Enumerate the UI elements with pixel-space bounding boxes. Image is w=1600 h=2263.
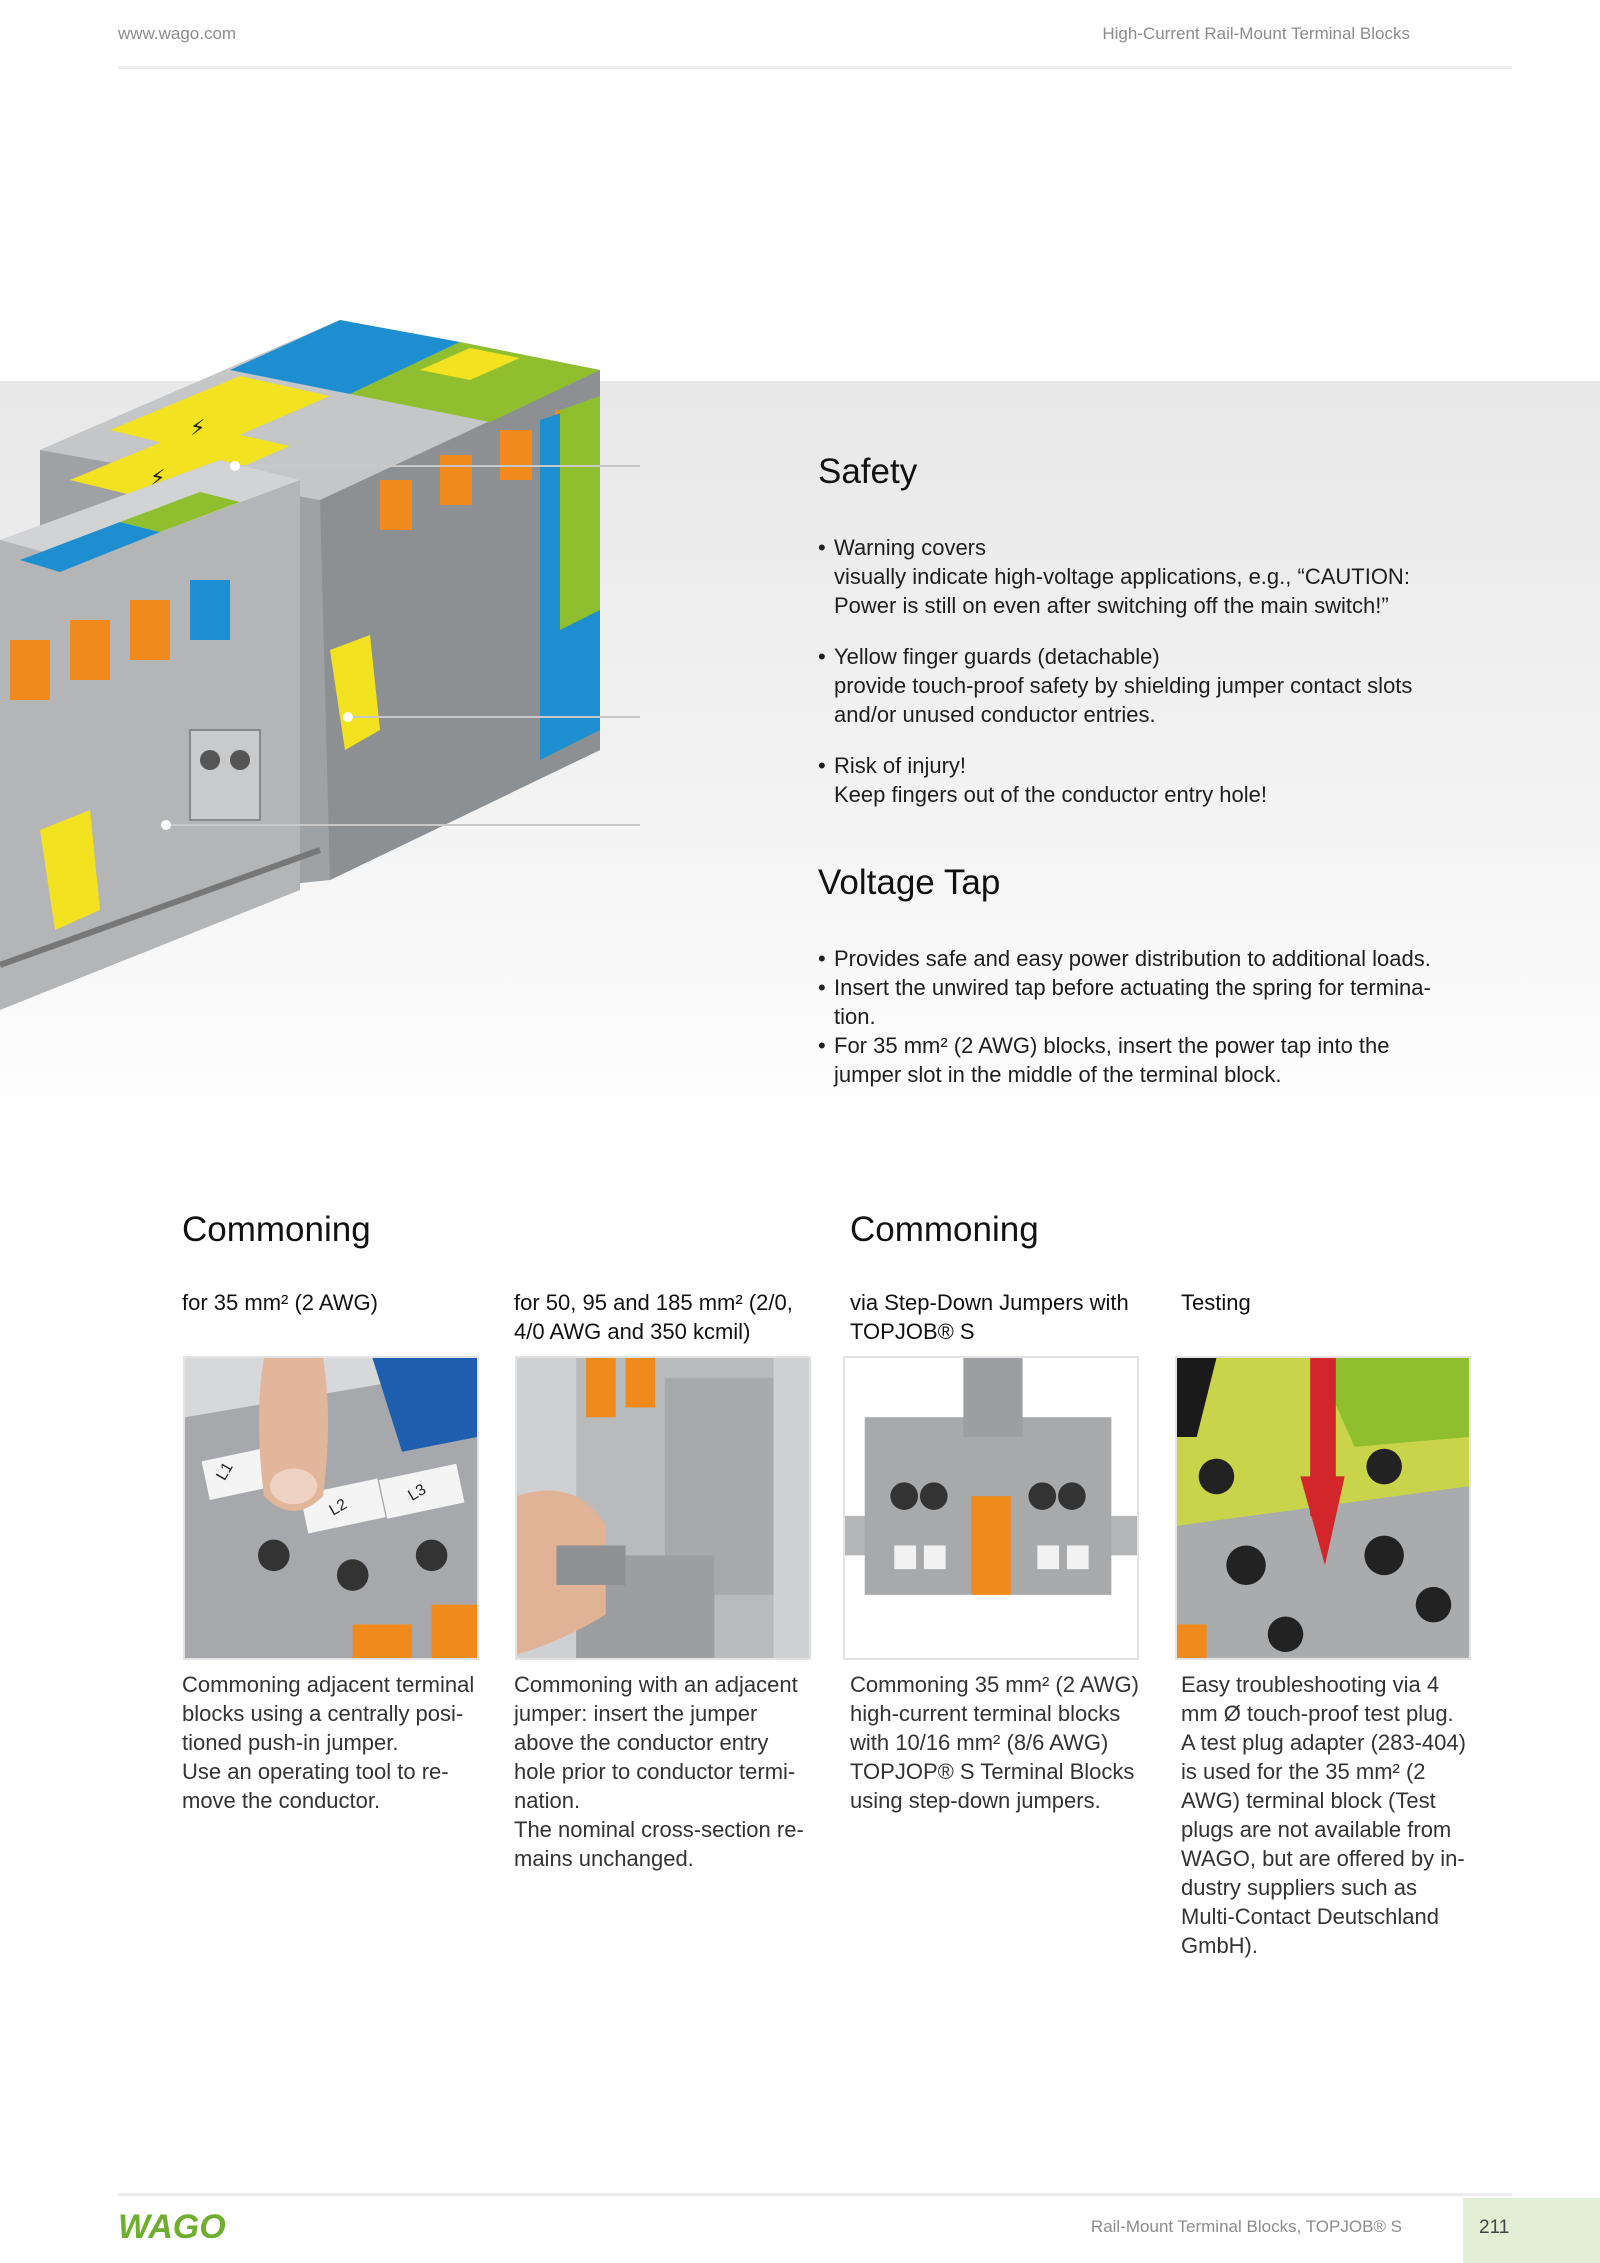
svg-text:⚡: ⚡ (150, 466, 166, 491)
commoning-35mm-image (183, 1356, 479, 1660)
column-caption: Easy troubleshooting via 4 mm Ø touch-proof test plug. A test plug adapter (283-404) is used for the 35 mm² (2 AWG) terminal block (Test plugs are not available from WAGO, but are offered by in- dustry suppliers such as Multi-Contact Deutschland GmbH). (1181, 1672, 1466, 1958)
bullet-text: visually indicate high-voltage applications, e.g., “CAUTION: Power is still on even after switching off the main switch!” (834, 564, 1410, 618)
column-caption: Commoning adjacent terminal blocks using a centrally posi- tioned push-in jumper. Use an operating tool to re- move the conductor. (182, 1672, 475, 1813)
header-title: High-Current Rail-Mount Terminal Blocks (1102, 24, 1410, 43)
header-divider (118, 66, 1512, 69)
bullet-head: • Warning covers (834, 535, 987, 560)
column-subhead: for 50, 95 and 185 mm² (2/0, 4/0 AWG and 350 kcmil) (514, 1290, 793, 1344)
step-down-jumper-image (843, 1356, 1139, 1660)
bullet-head: • Yellow finger guards (detachable) (834, 644, 1160, 669)
svg-text:⚡: ⚡ (190, 416, 206, 441)
page-number: 211 (1479, 2217, 1510, 2238)
safety-bullet (818, 751, 1458, 809)
terminal-block-assembly-image (0, 310, 640, 1010)
svg-text:L1: L1 (213, 1459, 237, 1484)
safety-bullet (818, 533, 1458, 620)
testing-image (1175, 1356, 1471, 1660)
voltage-tap-heading: Voltage Tap (818, 863, 1001, 902)
voltage-tap-bullet: • Provides safe and easy power distribution to additional loads. (818, 944, 1458, 973)
column-caption: Commoning with an adjacent jumper: insert the jumper above the conductor entry hole prior to conductor termi- nation. The nominal cross-section re- mains unchanged. (514, 1672, 804, 1871)
commoning-heading-left: Commoning (182, 1210, 371, 1249)
bullet-head: • Risk of injury! (834, 753, 967, 778)
voltage-tap-bullet: • Insert the unwired tap before actuating the spring for termina- tion. (818, 973, 1458, 1031)
svg-text:L3: L3 (405, 1481, 430, 1505)
footer-divider (118, 2193, 1512, 2196)
safety-bullet (818, 642, 1458, 729)
column-subhead: Testing (1181, 1290, 1251, 1315)
safety-list (818, 533, 1458, 809)
bullet-text: Keep fingers out of the conductor entry hole! (834, 782, 1267, 807)
column-subhead: via Step-Down Jumpers with TOPJOB® S (850, 1290, 1129, 1344)
bullet-text: provide touch-proof safety by shielding jumper contact slots and/or unused conductor entries. (834, 673, 1413, 727)
commoning-large-cross-section-image (515, 1356, 811, 1660)
commoning-heading-right: Commoning (850, 1210, 1039, 1249)
footer-title: Rail-Mount Terminal Blocks, TOPJOB® S (1090, 2217, 1402, 2236)
header-url[interactable]: www.wago.com (118, 24, 237, 43)
voltage-tap-bullet: • For 35 mm² (2 AWG) blocks, insert the power tap into the jumper slot in the middle of the terminal block. (818, 1031, 1458, 1089)
column-caption: Commoning 35 mm² (2 AWG) high-current terminal blocks with 10/16 mm² (8/6 AWG) TOPJOP® S Terminal Blocks using step-down jumpers. (850, 1672, 1139, 1813)
svg-text:L2: L2 (326, 1495, 351, 1520)
voltage-tap-list (818, 944, 1458, 1089)
column-subhead: for 35 mm² (2 AWG) (182, 1290, 378, 1315)
svg-text:WAGO: WAGO (118, 2208, 226, 2244)
safety-heading: Safety (818, 452, 918, 491)
wago-logo (118, 2208, 230, 2244)
